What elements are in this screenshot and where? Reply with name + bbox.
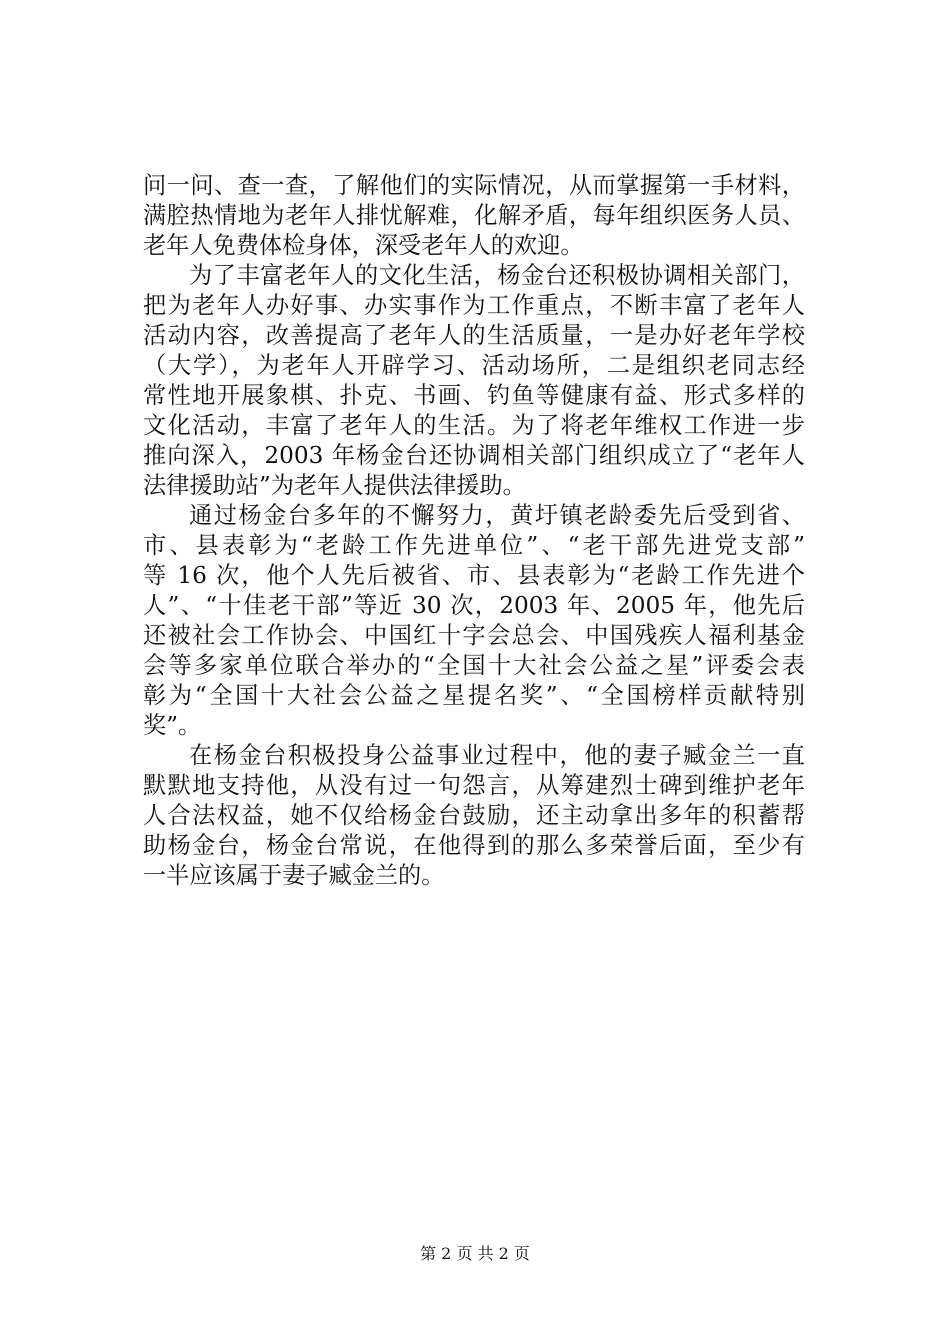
text-line: 文化活动，丰富了老年人的生活。为了将老年维权工作进一步 (143, 412, 805, 439)
text-line: 为了丰富老年人的文化生活，杨金台还积极协调相关部门， (189, 262, 805, 289)
text-line: 法律援助站”为老年人提供法律援助。 (143, 472, 526, 499)
text-line: 等 16 次，他个人先后被省、市、县表彰为“老龄工作先进个 (143, 562, 805, 589)
page-number-label: 第 2 页 共 2 页 (420, 1244, 530, 1263)
text-line: 奖”。 (143, 712, 202, 739)
text-line: 问一问、查一查，了解他们的实际情况，从而掌握第一手材料， (143, 172, 805, 199)
page-footer (0, 1244, 950, 1264)
text-line: 一半应该属于妻子臧金兰的。 (143, 862, 445, 889)
text-line: （大学），为老年人开辟学习、活动场所，二是组织老同志经 (143, 352, 805, 379)
text-line: 人”、“十佳老干部”等近 30 次，2003 年、2005 年，他先后 (143, 592, 805, 619)
text-line: 在杨金台积极投身公益事业过程中，他的妻子臧金兰一直 (189, 742, 805, 769)
text-line: 把为老年人办好事、办实事作为工作重点，不断丰富了老年人 (143, 292, 805, 319)
text-line: 推向深入，2003 年杨金台还协调相关部门组织成立了“老年人 (143, 442, 805, 469)
text-line: 会等多家单位联合举办的“全国十大社会公益之星”评委会表 (143, 652, 805, 679)
text-line: 市、县表彰为“老龄工作先进单位”、“老干部先进党支部” (143, 532, 805, 559)
text-line: 满腔热情地为老年人排忧解难，化解矛盾，每年组织医务人员、 (143, 202, 805, 229)
text-line: 人合法权益，她不仅给杨金台鼓励，还主动拿出多年的积蓄帮 (143, 802, 805, 829)
text-line: 彰为“全国十大社会公益之星提名奖”、“全国榜样贡献特别 (143, 682, 805, 709)
text-line: 老年人免费体检身体，深受老年人的欢迎。 (143, 232, 584, 259)
text-line: 通过杨金台多年的不懈努力，黄圩镇老龄委先后受到省、 (189, 502, 805, 529)
text-line: 活动内容，改善提高了老年人的生活质量，一是办好老年学校 (143, 322, 805, 349)
document-body (143, 171, 805, 891)
text-line: 助杨金台，杨金台常说，在他得到的那么多荣誉后面，至少有 (143, 832, 805, 859)
text-line: 常性地开展象棋、扑克、书画、钓鱼等健康有益、形式多样的 (143, 382, 805, 409)
text-line: 还被社会工作协会、中国红十字会总会、中国残疾人福利基金 (143, 622, 805, 649)
text-line: 默默地支持他，从没有过一句怨言，从筹建烈士碑到维护老年 (143, 772, 805, 799)
